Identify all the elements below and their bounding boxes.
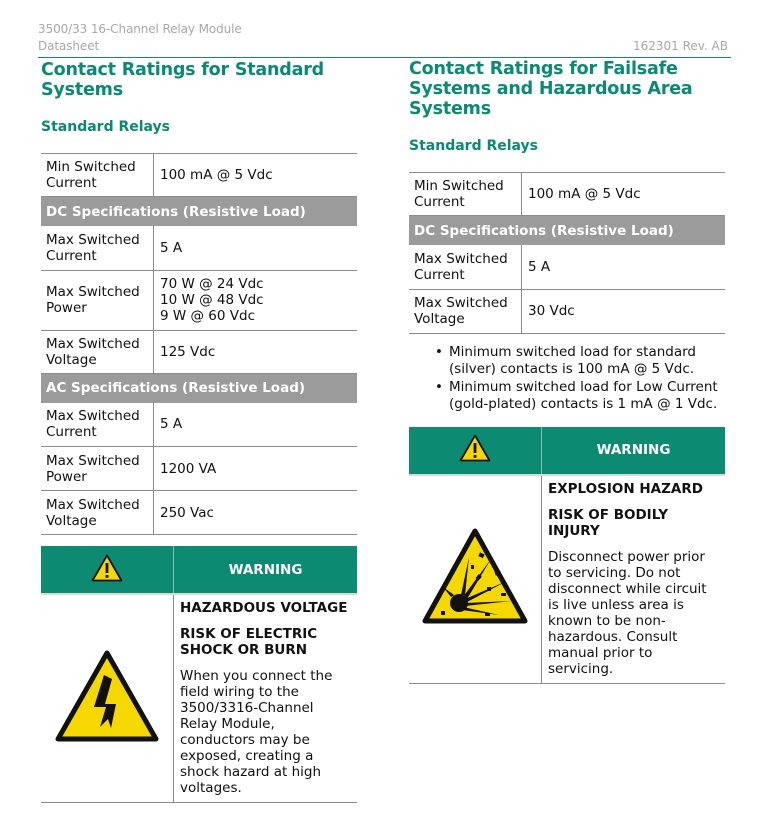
spec-value: 125 Vdc <box>154 330 358 373</box>
warning-triangle-icon <box>91 554 123 582</box>
spec-value: 5 A <box>522 245 726 289</box>
explosion-icon <box>421 527 529 627</box>
spec-label: Max Switched Current <box>41 226 154 270</box>
hazard-image-cell <box>41 594 174 803</box>
table-row <box>41 447 357 491</box>
warning-box <box>409 427 725 684</box>
table-row <box>41 403 357 447</box>
warning-icon-cell <box>409 427 542 475</box>
warning-body <box>41 594 357 803</box>
spec-label: Max Switched Voltage <box>41 330 154 373</box>
warning-text <box>174 594 358 803</box>
table-section-band <box>41 373 357 403</box>
table-row <box>41 330 357 373</box>
right-column <box>409 59 725 684</box>
spec-value: 100 mA @ 5 Vdc <box>154 154 358 197</box>
hazard-title: HAZARDOUS VOLTAGE <box>180 600 348 616</box>
notes-list <box>409 344 725 414</box>
list-item: • Minimum switched load for Low Current (gold-plated) contacts is 1 mA @ 1 Vdc. <box>449 379 725 414</box>
band-label: DC Specifications (Resistive Load) <box>41 197 357 227</box>
spec-value: 70 W @ 24 Vdc 10 W @ 48 Vdc 9 W @ 60 Vdc <box>154 270 358 330</box>
electric-shock-icon <box>54 649 160 745</box>
table-row <box>409 173 725 216</box>
spec-label: Max Switched Power <box>41 447 154 491</box>
band-label: AC Specifications (Resistive Load) <box>41 373 357 403</box>
spec-label: Max Switched Current <box>409 245 522 289</box>
spec-label: Min Switched Current <box>41 154 154 197</box>
section-title: Contact Ratings for Standard Systems <box>41 60 324 100</box>
warning-body <box>409 475 725 684</box>
left-column <box>41 60 357 803</box>
warning-text <box>542 475 726 684</box>
document-header <box>38 21 242 55</box>
table-row <box>409 289 725 333</box>
hazard-description: Disconnect power prior to servicing. Do not disconnect while circuit is live unless area is known to be non-hazardous. Consult manual prior to servicing. <box>548 548 707 677</box>
warning-header <box>41 546 357 594</box>
warning-header <box>409 427 725 475</box>
spec-label: Max Switched Current <box>41 403 154 447</box>
hazard-risk: RISK OF BODILY INJURY <box>548 506 668 539</box>
hazard-image-cell <box>409 475 542 684</box>
warning-icon-cell <box>41 546 174 594</box>
table-section-band <box>41 197 357 227</box>
warning-title: WARNING <box>542 427 726 475</box>
table-section-band <box>409 216 725 246</box>
section-subtitle: Standard Relays <box>409 138 539 154</box>
table-row <box>41 270 357 330</box>
section-title: Contact Ratings for Failsafe Systems and Hazardous Area Systems <box>409 59 693 119</box>
spec-table <box>409 172 725 334</box>
spec-value: 30 Vdc <box>522 289 726 333</box>
table-row <box>41 154 357 197</box>
spec-label: Min Switched Current <box>409 173 522 216</box>
band-label: DC Specifications (Resistive Load) <box>409 216 725 246</box>
product-name: 3500/33 16-Channel Relay Module <box>38 22 242 36</box>
table-row <box>41 226 357 270</box>
hazard-description: When you connect the field wiring to the 3500/3316-Channel Relay Module, conductors may be exposed, creating a shock hazard at high voltages. <box>180 668 333 796</box>
warning-box <box>41 546 357 803</box>
spec-label: Max Switched Voltage <box>41 491 154 535</box>
hazard-title: EXPLOSION HAZARD <box>548 480 703 497</box>
spec-value: 1200 VA <box>154 447 358 491</box>
warning-title: WARNING <box>174 546 358 594</box>
spec-value: 250 Vac <box>154 491 358 535</box>
header-divider <box>38 57 731 58</box>
spec-value: 100 mA @ 5 Vdc <box>522 173 726 216</box>
spec-value: 5 A <box>154 403 358 447</box>
table-row <box>409 245 725 289</box>
document-type: Datasheet <box>38 39 100 53</box>
hazard-risk: RISK OF ELECTRIC SHOCK OR BURN <box>180 626 318 658</box>
warning-triangle-icon <box>459 434 491 462</box>
spec-table <box>41 153 357 535</box>
list-item: • Minimum switched load for standard (silver) contacts is 100 mA @ 5 Vdc. <box>449 344 725 379</box>
spec-label: Max Switched Voltage <box>409 289 522 333</box>
spec-value: 5 A <box>154 226 358 270</box>
section-subtitle: Standard Relays <box>41 119 171 135</box>
spec-label: Max Switched Power <box>41 270 154 330</box>
document-id: 162301 Rev. AB <box>632 39 728 53</box>
table-row <box>41 491 357 535</box>
